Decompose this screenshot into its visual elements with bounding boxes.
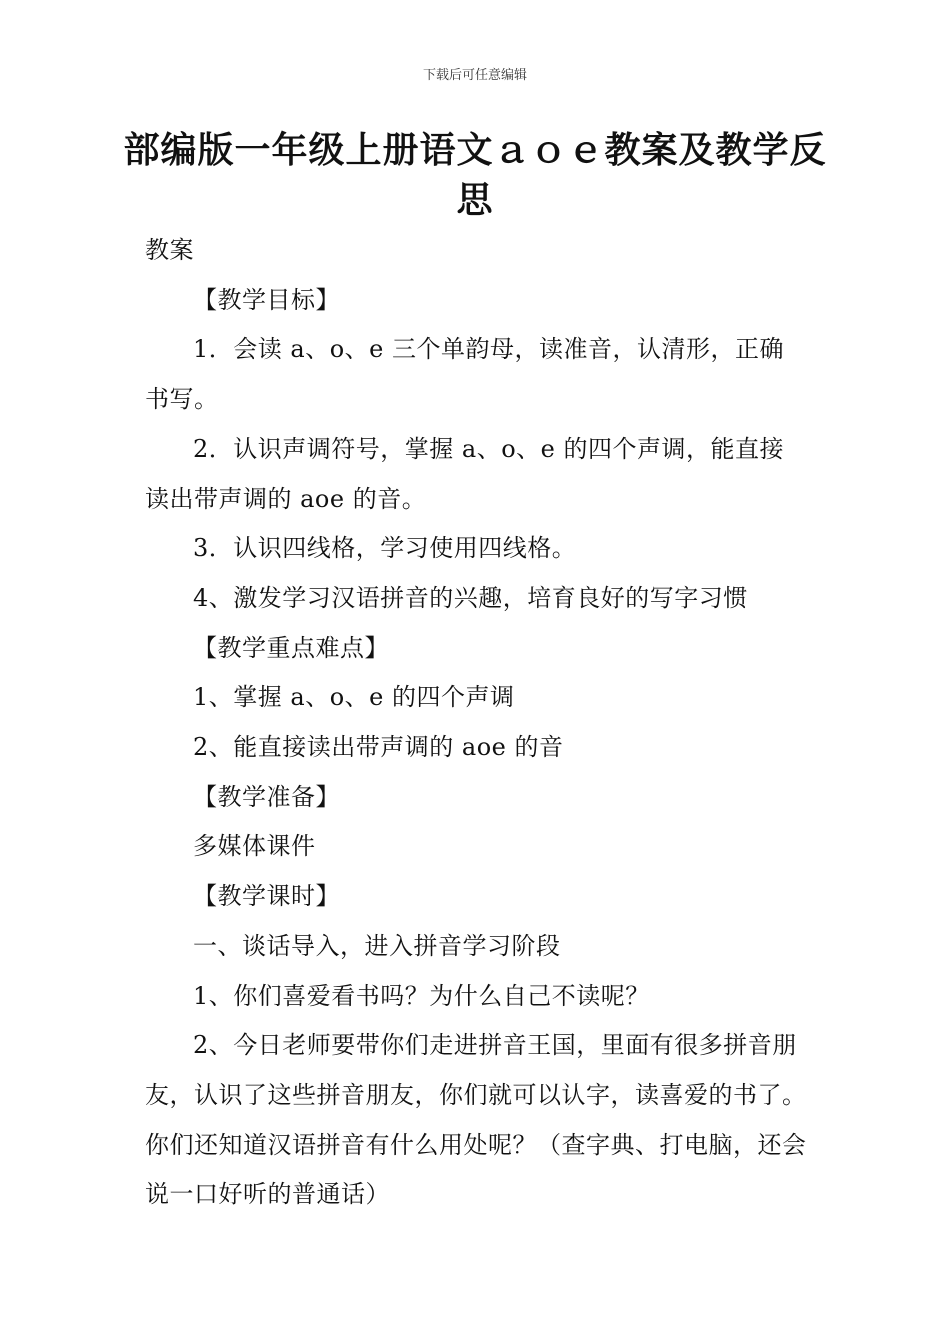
paragraph: 2、能直接读出带声调的 aoe 的音 xyxy=(193,733,564,762)
section-heading: 【教学准备】 xyxy=(193,782,340,811)
section-heading: 【教学重点难点】 xyxy=(193,633,389,662)
paragraph: 多媒体课件 xyxy=(193,832,316,861)
section-heading: 【教学目标】 xyxy=(193,285,340,314)
document-title: 部编版一年级上册语文ａｏｅ教案及教学反思 xyxy=(123,130,827,221)
page-header: 下载后可任意编辑 xyxy=(422,68,527,83)
paragraph: 一、谈话导入，进入拼音学习阶段 xyxy=(193,931,561,960)
paragraph: 教案 xyxy=(145,236,194,264)
paragraph: 3．认识四线格，学习使用四线格。 xyxy=(193,534,577,563)
paragraph: 4、激发学习汉语拼音的兴趣，培育良好的写字习惯 xyxy=(193,583,748,612)
paragraph: 2．认识声调符号，掌握 a、o、e 的四个声调，能直接读出带声调的 aoe 的音。 xyxy=(145,434,784,513)
document-body xyxy=(145,226,807,1220)
paragraph: 1．会读 a、o、e 三个单韵母，读准音，认清形，正确书写。 xyxy=(145,335,784,414)
section-heading: 【教学课时】 xyxy=(193,882,340,911)
paragraph: 1、掌握 a、o、e 的四个声调 xyxy=(193,683,515,712)
paragraph: 2、今日老师要带你们走进拼音王国，里面有很多拼音朋友，认识了这些拼音朋友，你们就可以认字，读喜爱的书了。你们还知道汉语拼音有什么用处呢？（查字典、打电脑，还会说一口好听的普通话） xyxy=(145,1031,807,1209)
paragraph: 1、你们喜爱看书吗？为什么自己不读呢？ xyxy=(193,981,650,1010)
